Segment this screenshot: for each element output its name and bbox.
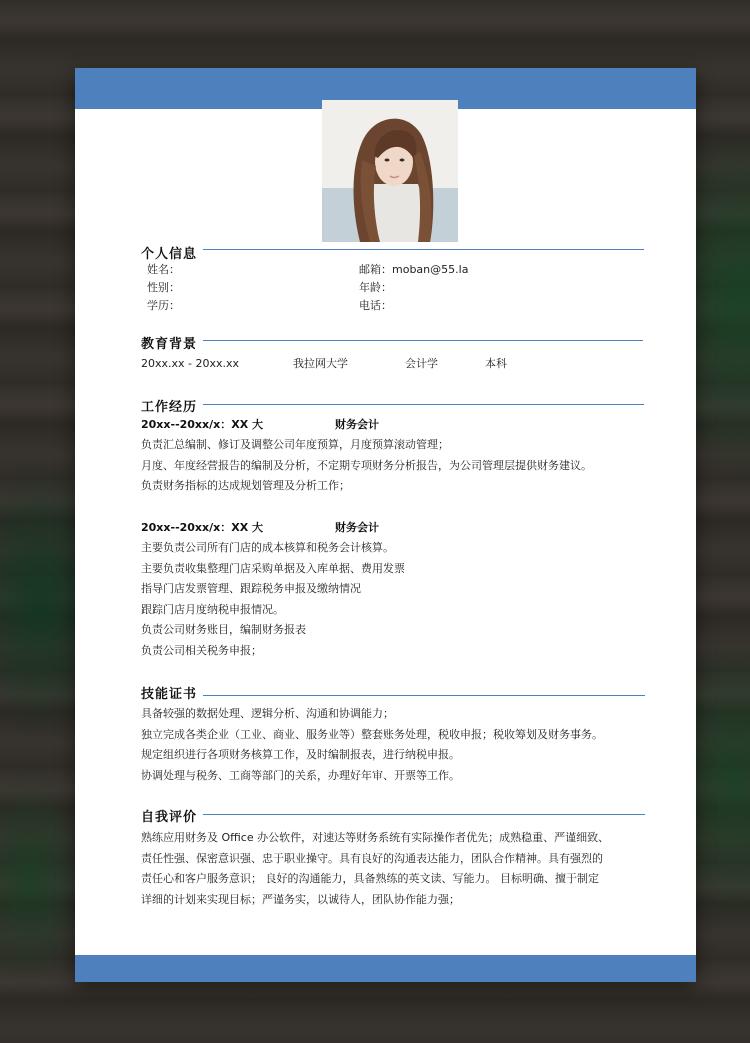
- self-eval-text: [141, 828, 641, 910]
- skill-line: 规定组织进行各项财务核算工作，及时编制报表，进行纳税申报。: [141, 748, 460, 761]
- duty-line: 指导门店发票管理、跟踪税务申报及缴纳情况: [141, 582, 361, 595]
- job-position: 财务会计: [335, 521, 379, 534]
- name-label: 姓名：: [147, 263, 180, 276]
- education-major: 会计学: [405, 357, 438, 370]
- job-duties: [141, 538, 641, 661]
- education-degree: 本科: [485, 357, 507, 370]
- section-title-work: 工作经历: [141, 400, 198, 415]
- section-divider: [203, 814, 645, 815]
- skill-line: 协调处理与税务、工商等部门的关系，办理好年审、开票等工作。: [141, 768, 460, 782]
- duty-line: 负责财务指标的达成规划管理及分析工作；: [141, 479, 350, 492]
- duty-line: 主要负责公司所有门店的成本核算和税务会计核算。: [141, 541, 394, 554]
- duty-line: 主要负责收集整理门店采购单据及入库单据、费用发票: [141, 561, 405, 575]
- skills-list: [141, 704, 641, 786]
- phone-label: 电话：: [359, 299, 392, 312]
- age-label: 年龄：: [359, 281, 392, 294]
- duty-line: 负责公司财务账目，编制财务报表: [141, 623, 306, 636]
- self-eval-line: 熟练应用财务及 Office 办公软件，对速达等财务系统有实际操作者优先；成熟稳重、严谨细致、: [141, 831, 610, 844]
- duty-line: 月度、年度经营报告的编制及分析，不定期专项财务分析报告，为公司管理层提供财务建议。: [141, 458, 592, 472]
- self-eval-line: 详细的计划来实现目标；严谨务实，以诚待人，团队协作能力强；: [141, 892, 460, 906]
- self-eval-line: 责任心和客户服务意识； 良好的沟通能力，具备熟练的英文读、写能力。 目标明确、擅于制定: [141, 872, 599, 885]
- duty-line: 负责汇总编制、修订及调整公司年度预算，月度预算滚动管理；: [141, 438, 449, 451]
- section-title-personal: 个人信息: [141, 247, 198, 262]
- section-divider: [203, 249, 644, 250]
- skill-line: 具备较强的数据处理、逻辑分析、沟通和协调能力；: [141, 707, 394, 720]
- section-divider: [203, 340, 643, 341]
- footer-bar: [75, 955, 696, 982]
- education-period: 20xx.xx - 20xx.xx: [141, 357, 240, 370]
- education-school: 我拉网大学: [293, 357, 348, 370]
- job-period: 20xx--20xx/x：XX 大: [141, 418, 264, 431]
- job-position: 财务会计: [335, 418, 379, 431]
- section-divider: [203, 695, 645, 696]
- section-title-education: 教育背景: [141, 337, 198, 352]
- skill-line: 独立完成各类企业（工业、商业、服务业等）整套账务处理，税收申报；税收筹划及财务事务。: [141, 727, 603, 741]
- email-field: 邮箱：moban@55.la: [359, 263, 469, 276]
- self-eval-line: 责任性强、保密意识强、忠于职业操守。具有良好的沟通表达能力，团队合作精神。具有强烈的: [141, 851, 603, 865]
- job-duties: [141, 435, 641, 497]
- section-title-skills: 技能证书: [141, 687, 198, 702]
- gender-label: 性别：: [147, 281, 180, 294]
- section-divider: [203, 404, 644, 405]
- education-label: 学历：: [147, 299, 180, 312]
- profile-photo: [322, 100, 458, 242]
- job-period: 20xx--20xx/x：XX 大: [141, 521, 264, 534]
- section-title-self-eval: 自我评价: [141, 810, 198, 825]
- resume-page: [75, 68, 696, 982]
- duty-line: 负责公司相关税务申报；: [141, 643, 262, 657]
- duty-line: 跟踪门店月度纳税申报情况。: [141, 602, 284, 616]
